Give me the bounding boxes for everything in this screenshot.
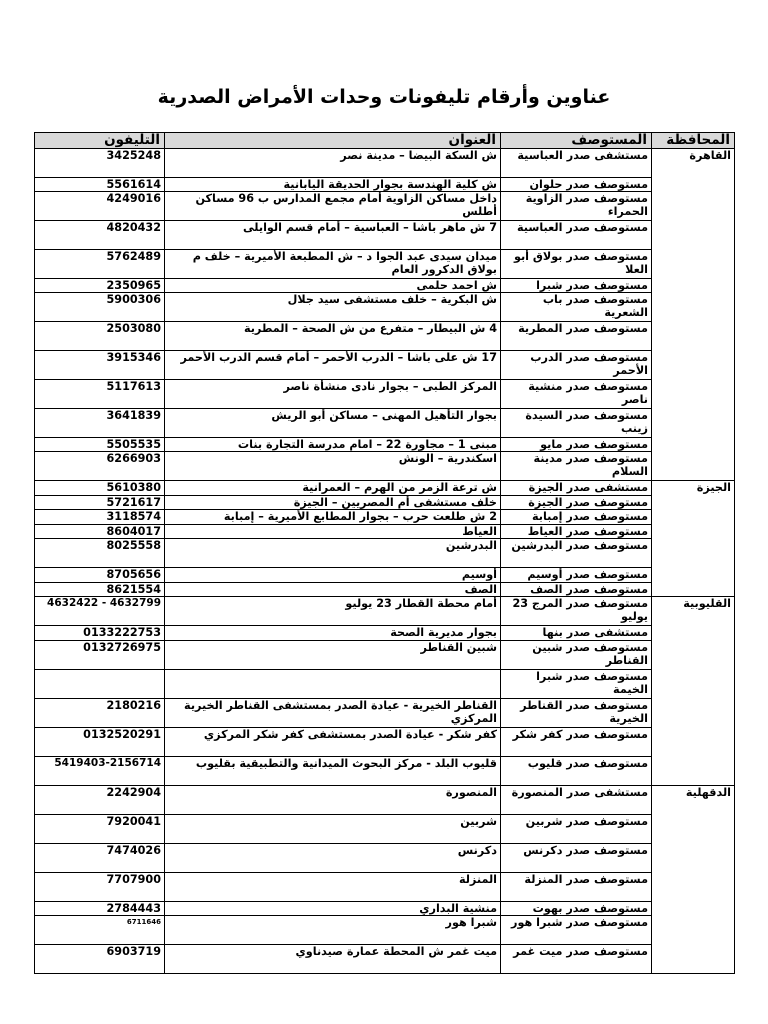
table-row xyxy=(35,757,735,786)
table-row xyxy=(35,279,735,293)
dispensary-cell: مستوصف صدر أوسيم xyxy=(501,568,652,583)
governorate-cell: القاهرة xyxy=(652,149,735,481)
address-cell: اسكندرية – الونش xyxy=(165,452,501,481)
address-cell: الصف xyxy=(165,583,501,597)
phone-cell: 4632422 - 4632799 xyxy=(35,597,165,626)
address-cell: ش كلية الهندسة بجوار الحديقة اليابانية xyxy=(165,178,501,192)
phone-cell: 8705656 xyxy=(35,568,165,583)
phone-cell: 5900306 xyxy=(35,293,165,322)
dispensary-cell: مستوصف صدر بولاق أبو العلا xyxy=(501,250,652,279)
table-row xyxy=(35,250,735,279)
table-row xyxy=(35,916,735,945)
phone-cell: 8604017 xyxy=(35,525,165,539)
dispensary-cell: مستوصف صدر شبرا xyxy=(501,279,652,293)
dispensary-cell: مستوصف صدر شبرا الخيمة xyxy=(501,670,652,699)
dispensary-cell: مستوصف صدر المنزلة xyxy=(501,873,652,902)
dispensary-cell: مستشفى صدر بنها xyxy=(501,626,652,641)
dispensary-cell: مستوصف صدر دكرنس xyxy=(501,844,652,873)
phone-cell: 7920041 xyxy=(35,815,165,844)
dispensary-cell: مستوصف صدر شبين القناطر xyxy=(501,641,652,670)
dispensary-cell: مستوصف صدر مايو xyxy=(501,438,652,452)
dispensary-cell: مستوصف صدر المطرية xyxy=(501,322,652,351)
address-cell: بجوار التأهيل المهنى – مساكن أبو الريش xyxy=(165,409,501,438)
table-row xyxy=(35,568,735,583)
table-row xyxy=(35,221,735,250)
phone-cell: 2784443 xyxy=(35,902,165,916)
dispensary-cell: مستوصف صدر مدينة السلام xyxy=(501,452,652,481)
dispensary-cell: مستوصف صدر شبرا هور xyxy=(501,916,652,945)
phone-cell: 5561614 xyxy=(35,178,165,192)
dispensary-directory-table xyxy=(34,132,735,974)
address-cell: قليوب البلد - مركز البحوث الميدانية والتطبيقية بقليوب xyxy=(165,757,501,786)
dispensary-cell: مستوصف صدر ميت غمر xyxy=(501,945,652,974)
phone-cell: 3915346 xyxy=(35,351,165,380)
address-cell: ش السكة البيضا – مدينة نصر xyxy=(165,149,501,178)
address-cell: 4 ش البيطار – متفرع من ش الصحة – المطرية xyxy=(165,322,501,351)
table-row xyxy=(35,699,735,728)
table-row xyxy=(35,192,735,221)
phone-cell xyxy=(35,670,165,699)
document-title: عناوين وأرقام تليفونات وحدات الأمراض الصدرية xyxy=(157,86,611,108)
governorate-cell: الدقهلية xyxy=(652,786,735,974)
dispensary-cell: مستوصف صدر قليوب xyxy=(501,757,652,786)
phone-cell: 5610380 xyxy=(35,481,165,496)
address-cell: 17 ش على باشا – الدرب الأحمر – أمام قسم الدرب الأحمر xyxy=(165,351,501,380)
phone-cell: 8621554 xyxy=(35,583,165,597)
table-row xyxy=(35,902,735,916)
phone-cell: 2350965 xyxy=(35,279,165,293)
table-row xyxy=(35,873,735,902)
address-cell: المنصورة xyxy=(165,786,501,815)
address-cell: المنزلة xyxy=(165,873,501,902)
dispensary-cell: مستوصف صدر البدرشين xyxy=(501,539,652,568)
dispensary-cell: مستوصف صدر بهوت xyxy=(501,902,652,916)
address-cell: كفر شكر - عيادة الصدر بمستشفى كفر شكر المركزي xyxy=(165,728,501,757)
table-row xyxy=(35,728,735,757)
phone-cell: 7707900 xyxy=(35,873,165,902)
address-cell: خلف مستشفى أم المصريين – الجيزة xyxy=(165,496,501,510)
dispensary-cell: مستوصف صدر إمبابة xyxy=(501,510,652,525)
address-cell: منشية البداري xyxy=(165,902,501,916)
dispensary-cell: مستوصف صدر منشية ناصر xyxy=(501,380,652,409)
table-row xyxy=(35,670,735,699)
table-row xyxy=(35,351,735,380)
address-cell: ميت غمر ش المحطة عمارة صيدناوي xyxy=(165,945,501,974)
header-address: العنوان xyxy=(165,133,501,149)
table-row xyxy=(35,452,735,481)
phone-cell: 6711646 xyxy=(35,916,165,945)
phone-cell: 6266903 xyxy=(35,452,165,481)
table-row xyxy=(35,525,735,539)
dispensary-cell: مستوصف صدر السيدة زينب xyxy=(501,409,652,438)
table-row xyxy=(35,626,735,641)
dispensary-cell: مستوصف صدر باب الشعرية xyxy=(501,293,652,322)
table-row xyxy=(35,597,735,626)
governorate-cell: الجيزة xyxy=(652,481,735,597)
address-cell: القناطر الخيرية - عيادة الصدر بمستشفى القناطر الخيرية المركزي xyxy=(165,699,501,728)
dispensary-cell: مستوصف صدر القناطر الخيرية xyxy=(501,699,652,728)
address-cell: أمام محطة القطار 23 يوليو xyxy=(165,597,501,626)
phone-cell: 5721617 xyxy=(35,496,165,510)
table-row xyxy=(35,539,735,568)
phone-cell: 5505535 xyxy=(35,438,165,452)
phone-cell: 0133222753 xyxy=(35,626,165,641)
address-cell: ميدان سيدى عبد الجوا د – ش المطبعة الأميرية – خلف م بولاق الدكرور العام xyxy=(165,250,501,279)
dispensary-cell: مستشفى صدر العباسية xyxy=(501,149,652,178)
address-cell: 2 ش طلعت حرب – بجوار المطابع الأميرية – إمبابة xyxy=(165,510,501,525)
address-cell: المركز الطبى – بجوار نادى منشأة ناصر xyxy=(165,380,501,409)
address-cell: العياط xyxy=(165,525,501,539)
table-row xyxy=(35,178,735,192)
dispensary-cell: مستوصف صدر شربين xyxy=(501,815,652,844)
table-row xyxy=(35,293,735,322)
address-cell: البدرشين xyxy=(165,539,501,568)
phone-cell: 0132726975 xyxy=(35,641,165,670)
address-cell: 7 ش ماهر باشا – العباسية – أمام قسم الوايلى xyxy=(165,221,501,250)
address-cell: ش احمد حلمى xyxy=(165,279,501,293)
phone-cell: 4820432 xyxy=(35,221,165,250)
address-cell: ش ترعة الزمر من الهرم – العمرانية xyxy=(165,481,501,496)
table-row xyxy=(35,380,735,409)
dispensary-cell: مستوصف صدر حلوان xyxy=(501,178,652,192)
phone-cell: 3641839 xyxy=(35,409,165,438)
header-phone: التليفون xyxy=(35,133,165,149)
table-row xyxy=(35,844,735,873)
dispensary-cell: مستوصف صدر المرج 23 يوليو xyxy=(501,597,652,626)
address-cell: شبرا هور xyxy=(165,916,501,945)
table-row xyxy=(35,496,735,510)
header-governorate: المحافظة xyxy=(652,133,735,149)
address-cell: دكرنس xyxy=(165,844,501,873)
phone-cell: 2503080 xyxy=(35,322,165,351)
table-row xyxy=(35,438,735,452)
dispensary-cell: مستوصف صدر الزاوية الحمراء xyxy=(501,192,652,221)
address-cell: بجوار مديرية الصحة xyxy=(165,626,501,641)
table-row xyxy=(35,409,735,438)
address-cell xyxy=(165,670,501,699)
phone-cell: 0132520291 xyxy=(35,728,165,757)
address-cell: شبين القناطر xyxy=(165,641,501,670)
phone-cell: 5117613 xyxy=(35,380,165,409)
phone-cell: 3118574 xyxy=(35,510,165,525)
dispensary-cell: مستشفى صدر المنصورة xyxy=(501,786,652,815)
table-row xyxy=(35,481,735,496)
address-cell: ش البكرية – خلف مستشفى سيد جلال xyxy=(165,293,501,322)
header-dispensary: المستوصف xyxy=(501,133,652,149)
table-row xyxy=(35,945,735,974)
dispensary-cell: مستوصف صدر الصف xyxy=(501,583,652,597)
dispensary-cell: مستشفى صدر الجيزة xyxy=(501,481,652,496)
table-row xyxy=(35,322,735,351)
phone-cell: 4249016 xyxy=(35,192,165,221)
phone-cell: 2180216 xyxy=(35,699,165,728)
table-row xyxy=(35,510,735,525)
governorate-cell: القليوبية xyxy=(652,597,735,786)
table-row xyxy=(35,149,735,178)
phone-cell: 5762489 xyxy=(35,250,165,279)
address-cell: أوسيم xyxy=(165,568,501,583)
phone-cell: 2242904 xyxy=(35,786,165,815)
dispensary-cell: مستوصف صدر كفر شكر xyxy=(501,728,652,757)
dispensary-cell: مستوصف صدر العياط xyxy=(501,525,652,539)
phone-cell: 3425248 xyxy=(35,149,165,178)
table-row xyxy=(35,583,735,597)
table-header-row xyxy=(35,133,735,149)
dispensary-cell: مستوصف صدر الجيزة xyxy=(501,496,652,510)
address-cell: مبنى 1 – مجاورة 22 – امام مدرسة التجارة بنات xyxy=(165,438,501,452)
table-row xyxy=(35,815,735,844)
phone-cell: 8025558 xyxy=(35,539,165,568)
table-row xyxy=(35,641,735,670)
phone-cell: 6903719 xyxy=(35,945,165,974)
address-cell: شربين xyxy=(165,815,501,844)
phone-cell: 5419403-2156714 xyxy=(35,757,165,786)
table-row xyxy=(35,786,735,815)
dispensary-cell: مستوصف صدر العباسية xyxy=(501,221,652,250)
address-cell: داخل مساكن الزاوية أمام مجمع المدارس ب 96 مساكن أطلس xyxy=(165,192,501,221)
phone-cell: 7474026 xyxy=(35,844,165,873)
dispensary-cell: مستوصف صدر الدرب الأحمر xyxy=(501,351,652,380)
